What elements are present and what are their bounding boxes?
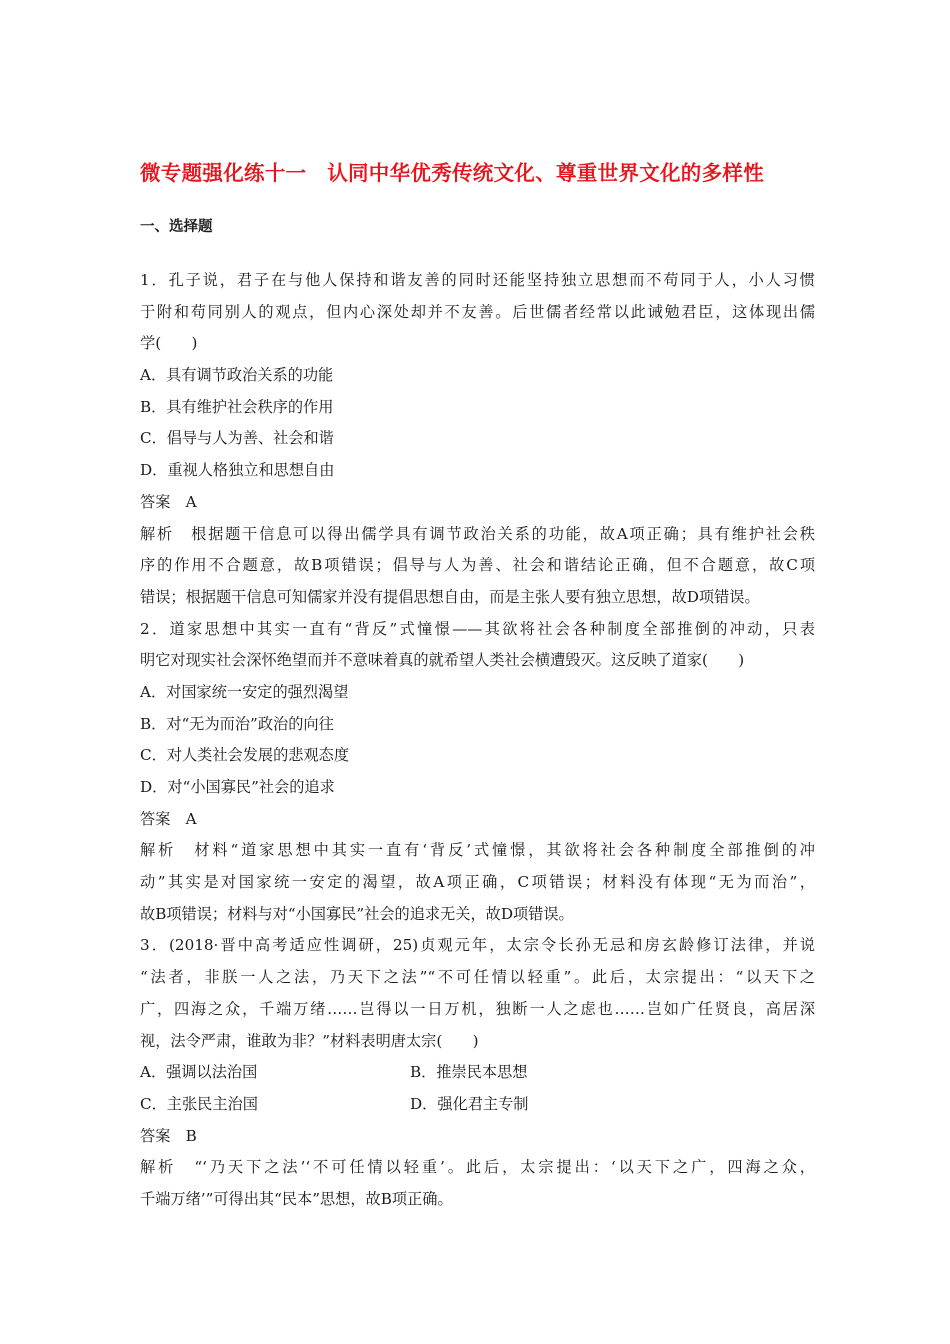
section-heading: 一、选择题 [140, 219, 213, 235]
question-stem-line: 3．(2018·晋中高考适应性调研，25)贞观元年，太宗令长孙无忌和房玄龄修订法律，并说 [140, 936, 815, 955]
question-stem-line: 广，四海之众，千端万绪……岂得以一日万机，独断一人之虑也……岂如广任贤良，高居深 [140, 999, 815, 1018]
analysis-line: 故B项错误；材料与对“小国寡民”社会的追求无关，故D项错误。 [140, 904, 574, 923]
option-c: C．倡导与人为善、社会和谐 [140, 429, 334, 448]
analysis-line: 错误；根据题干信息可知儒家并没有提倡思想自由，而是主张人要有独立思想，故D项错误。 [140, 587, 760, 606]
question-3 [140, 930, 815, 1215]
question-stem-line: 学( ) [140, 334, 198, 353]
answer-line: 答案 A [140, 809, 197, 828]
question-2 [140, 614, 815, 931]
question-stem-line: 视，法令严肃，谁敢为非？”材料表明唐太宗( ) [140, 1031, 479, 1050]
analysis-line: 动”其实是对国家统一安定的渴望，故A项正确，C项错误；材料没有体现“无为而治”， [140, 873, 815, 892]
analysis-line: 千端万绪’”可得出其“民本”思想，故B项正确。 [140, 1189, 453, 1208]
option-d: D．对“小国寡民”社会的追求 [140, 778, 335, 796]
answer-line: 答案 B [140, 1126, 197, 1145]
option-d: D．重视人格独立和思想自由 [140, 461, 335, 480]
question-stem-line: 于附和苟同别人的观点，但内心深处却并不友善。后世儒者经常以此诫勉君臣，这体现出儒 [140, 302, 815, 321]
question-list [140, 265, 815, 1216]
question-stem-line: 1．孔子说，君子在与他人保持和谐友善的同时还能坚持独立思想而不苟同于人，小人习惯 [140, 271, 815, 289]
analysis-line: 解析 材料“道家思想中其实一直有‘背反’式憧憬，其欲将社会各种制度全部推倒的冲 [140, 841, 815, 860]
option-row [140, 1089, 815, 1121]
option-b: B．具有维护社会秩序的作用 [140, 397, 334, 416]
question-stem-line: “法者，非朕一人之法，乃天下之法”“不可任情以轻重”。此后，太宗提出：“以天下之 [140, 968, 815, 987]
option-b: B．推崇民本思想 [410, 1063, 528, 1082]
option-a: A．对国家统一安定的强烈渴望 [140, 682, 349, 701]
page-title: 微专题强化练十一 认同中华优秀传统文化、尊重世界文化的多样性 [140, 161, 764, 185]
question-1 [140, 265, 815, 614]
option-c: C．对人类社会发展的悲观态度 [140, 746, 350, 765]
analysis-line: 序的作用不合题意，故B项错误；倡导与人为善、社会和谐结论正确，但不合题意，故C项 [140, 556, 815, 575]
option-b: B．对“无为而治”政治的向往 [140, 714, 334, 733]
analysis-line: 解析 根据题干信息可以得出儒学具有调节政治关系的功能，故A项正确；具有维护社会秩 [140, 524, 815, 543]
question-stem-line: 明它对现实社会深怀绝望而并不意味着真的就希望人类社会横遭毁灭。这反映了道家( ) [140, 651, 745, 670]
analysis-line: 解析 “‘乃天下之法’‘不可任情以轻重’。此后，太宗提出：‘以天下之广，四海之众， [140, 1158, 815, 1177]
option-a: A．具有调节政治关系的功能 [140, 366, 334, 385]
option-row [140, 1057, 815, 1089]
answer-line: 答案 A [140, 492, 197, 511]
option-d: D．强化君主专制 [410, 1094, 529, 1113]
question-stem-line: 2．道家思想中其实一直有“背反”式憧憬——其欲将社会各种制度全部推倒的冲动，只表 [140, 619, 815, 638]
option-a: A．强调以法治国 [140, 1063, 258, 1082]
option-c: C．主张民主治国 [140, 1094, 258, 1113]
